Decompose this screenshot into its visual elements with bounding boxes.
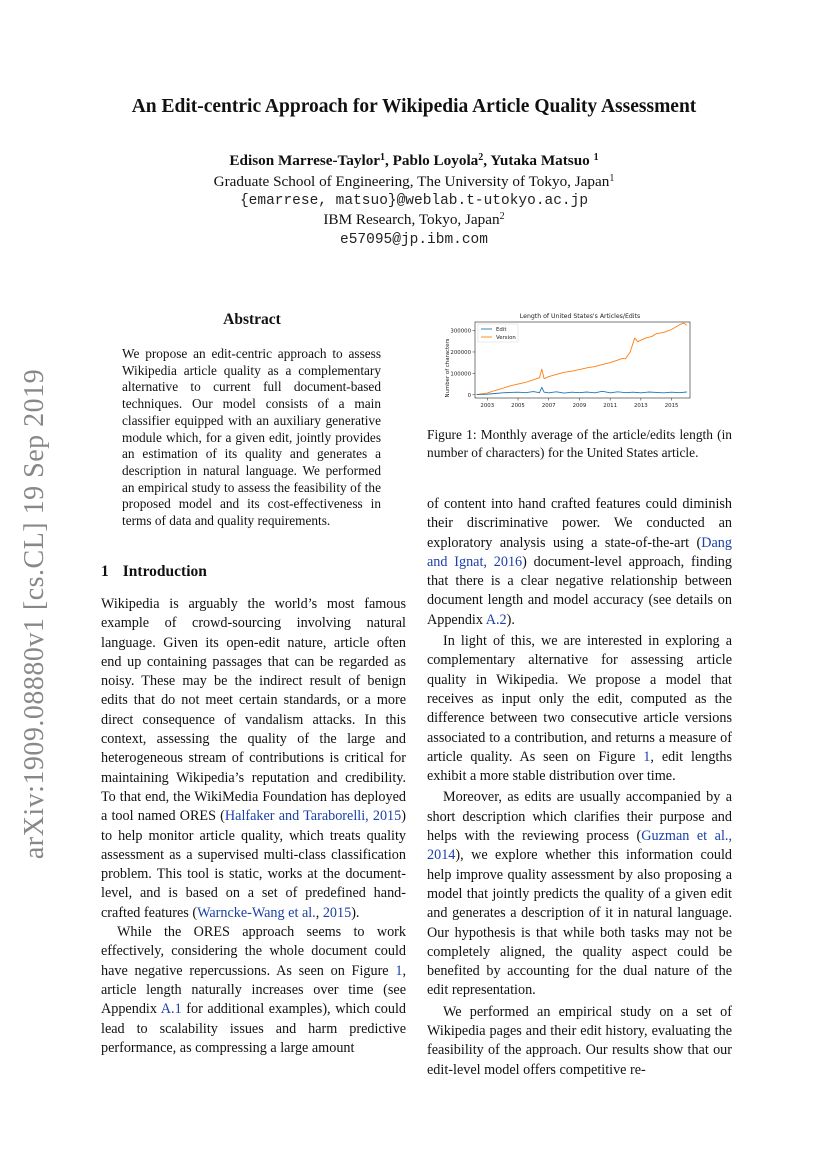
paragraph-text: of content into hand crafted features could diminish their discriminative power. We conducted an exploratory analysis using a state-of-the-art (	[427, 496, 732, 551]
x-tick-label: 2013	[633, 403, 648, 409]
paragraph-text: In light of this, we are interested in exploring a complementary alternative for assessing article quality in Wikipedia. We propose a model that receives as input only the edit, computed as the difference between two consecutive article versions associated to a contribution, and returns a measure of article quality. As seen on Figure	[427, 633, 732, 765]
paragraph	[427, 1003, 732, 1080]
figure-ref-link[interactable]: 1	[643, 748, 651, 765]
paragraph	[101, 923, 406, 1058]
author-affiliation-mark: 1	[593, 152, 599, 163]
left-column-body	[101, 595, 406, 1058]
y-tick-label: 0	[467, 392, 471, 399]
paragraph	[427, 632, 732, 786]
paragraph-text: ) document-level approach, finding that there is a clear negative relationship between document length and model accuracy (see details on Appendix	[427, 553, 732, 628]
paragraph-text: , article length naturally increases over time (see Appendix	[101, 962, 406, 1018]
author-email: e57095@jp.ibm.com	[340, 232, 488, 248]
paragraph-text: ).	[351, 904, 360, 921]
x-tick-label: 2011	[603, 403, 618, 409]
citation-link[interactable]: Warncke-Wang et al.	[197, 904, 316, 921]
right-column-body	[427, 495, 732, 1080]
paragraph-text: , edit lengths exhibit a more stable distribution over time.	[427, 748, 732, 785]
arxiv-identifier: arXiv:1909.08880v1 [cs.CL] 19 Sep 2019	[19, 368, 50, 860]
paragraph-text: Wikipedia is arguably the world’s most famous example of crowd-sourcing involving natural language. Given its open-edit nature, article often end up containing passages that can be regarded as noisy. These may be the indirect result of benign edits that do not meet certain standards, or a more direct consequence of vandalism attacks. In this context, assessing the quality of the large and heterogeneous stream of contributions is critical for maintaining Wikipedia’s reputation and credibility. To that end, the WikiMedia Foundation has deployed a tool named ORES (	[101, 596, 406, 825]
y-tick-label: 200000	[450, 349, 471, 356]
author-list: Edison Marrese-Taylor$^1$, Pablo Loyola$^2$, Yutaka Matsuo $^1$	[229, 152, 599, 169]
appendix-ref-link[interactable]: A.1	[160, 1001, 182, 1018]
paragraph-text: for additional examples), which could lead to scalability issues and harm predictive performance, as compressing a large amount	[101, 1001, 406, 1056]
paper-title: An Edit-centric Approach for Wikipedia Article Quality Assessment	[131, 96, 697, 117]
citation-link[interactable]: Halfaker and Taraborelli, 2015	[224, 808, 402, 825]
paragraph-text: ), we explore whether this information could help improve quality assessment by also proposing a model that jointly predicts the quality of a given edit and generates a description of it in natural language. Our hypothesis is that while both tasks may not be completely aligned, the quality aspect could be benefited by accounting for the dual nature of the edit representation.	[427, 847, 732, 999]
x-tick-label: 2009	[572, 403, 587, 409]
affiliation-mark: 1	[609, 173, 615, 184]
author-affiliation-mark: 2	[478, 152, 484, 163]
y-tick-label: 100000	[450, 371, 471, 378]
chart-legend	[478, 324, 518, 342]
section-title: Introduction	[122, 563, 207, 580]
x-tick-label: 2007	[541, 403, 556, 409]
author-name: Yutaka Matsuo	[490, 152, 590, 169]
author-name: Edison Marrese-Taylor	[229, 152, 381, 169]
paragraph-text: ,	[315, 904, 323, 921]
paragraph-text: ) to help monitor article quality, which treats quality assessment as a supervised multi-class classification problem. This tool is static, works at the document-level, and is based on a set of predefined hand-crafted features (	[101, 808, 406, 921]
citation-link[interactable]: 2015	[322, 904, 352, 921]
section-heading	[101, 563, 207, 581]
y-tick-label: 300000	[450, 328, 471, 335]
citation-link[interactable]: Guzman et al., 2014	[427, 828, 732, 864]
paragraph-text: We performed an empirical study on a set of Wikipedia pages and their edit history, evaluating the feasibility of the approach. Our results show that our edit-level model offers competitive re-	[427, 1003, 732, 1078]
legend-label-version: Version	[496, 335, 516, 341]
affiliation-line	[0, 211, 828, 229]
paragraph	[427, 495, 732, 630]
figure-caption: Figure 1: Monthly average of the article/edits length (in number of characters) for the United States article.	[427, 427, 732, 460]
x-tick-label: 2005	[511, 403, 525, 409]
x-tick-label: 2015	[664, 403, 679, 409]
paragraph-text: While the ORES approach seems to work effectively, considering the whole document could have negative repercussions. As seen on Figure	[101, 924, 406, 979]
series-line-edit	[477, 387, 687, 394]
appendix-ref-link[interactable]: A.2	[485, 611, 507, 628]
citation-link[interactable]: Dang and Ignat, 2016	[427, 534, 732, 570]
abstract-heading: Abstract	[223, 311, 281, 328]
author-affiliation-mark: 1	[380, 152, 386, 163]
chart-y-axis-label: Number of characters	[445, 338, 451, 398]
paragraph	[427, 788, 732, 1000]
figure-ref-link[interactable]: 1	[395, 962, 403, 979]
chart-title: Length of United States's Articles/Edits	[519, 313, 641, 320]
affiliation-text: Graduate School of Engineering, The University of Tokyo, Japan	[213, 173, 610, 190]
section-number: 1	[101, 563, 109, 580]
figure-1-chart	[440, 308, 700, 413]
affiliation-mark: 2	[499, 211, 505, 222]
paragraph-text: ).	[506, 611, 515, 628]
author-name: Pablo Loyola	[392, 152, 479, 169]
legend-label-edit: Edit	[496, 327, 507, 333]
abstract-text: We propose an edit-centric approach to assess Wikipedia article quality as a complementary alternative to current full document-based techniques. Our model consists of a main classifier equipped with an auxiliary generative module which, for a given edit, jointly provides an estimation of its quality and generates a description in natural language. We performed an empirical study to assess the feasibility of the proposed model and its cost-effectiveness in terms of data and quality requirements.	[122, 346, 381, 529]
x-tick-label: 2003	[480, 403, 495, 409]
affiliation-line	[0, 173, 828, 191]
paragraph	[101, 595, 406, 923]
author-email: {emarrese, matsuo}@weblab.t-utokyo.ac.jp	[239, 193, 589, 209]
paragraph-text: Moreover, as edits are usually accompanied by a short description which clarifies their purpose and helps with the reviewing process (	[427, 789, 732, 845]
affiliation-text: IBM Research, Tokyo, Japan	[323, 211, 500, 228]
